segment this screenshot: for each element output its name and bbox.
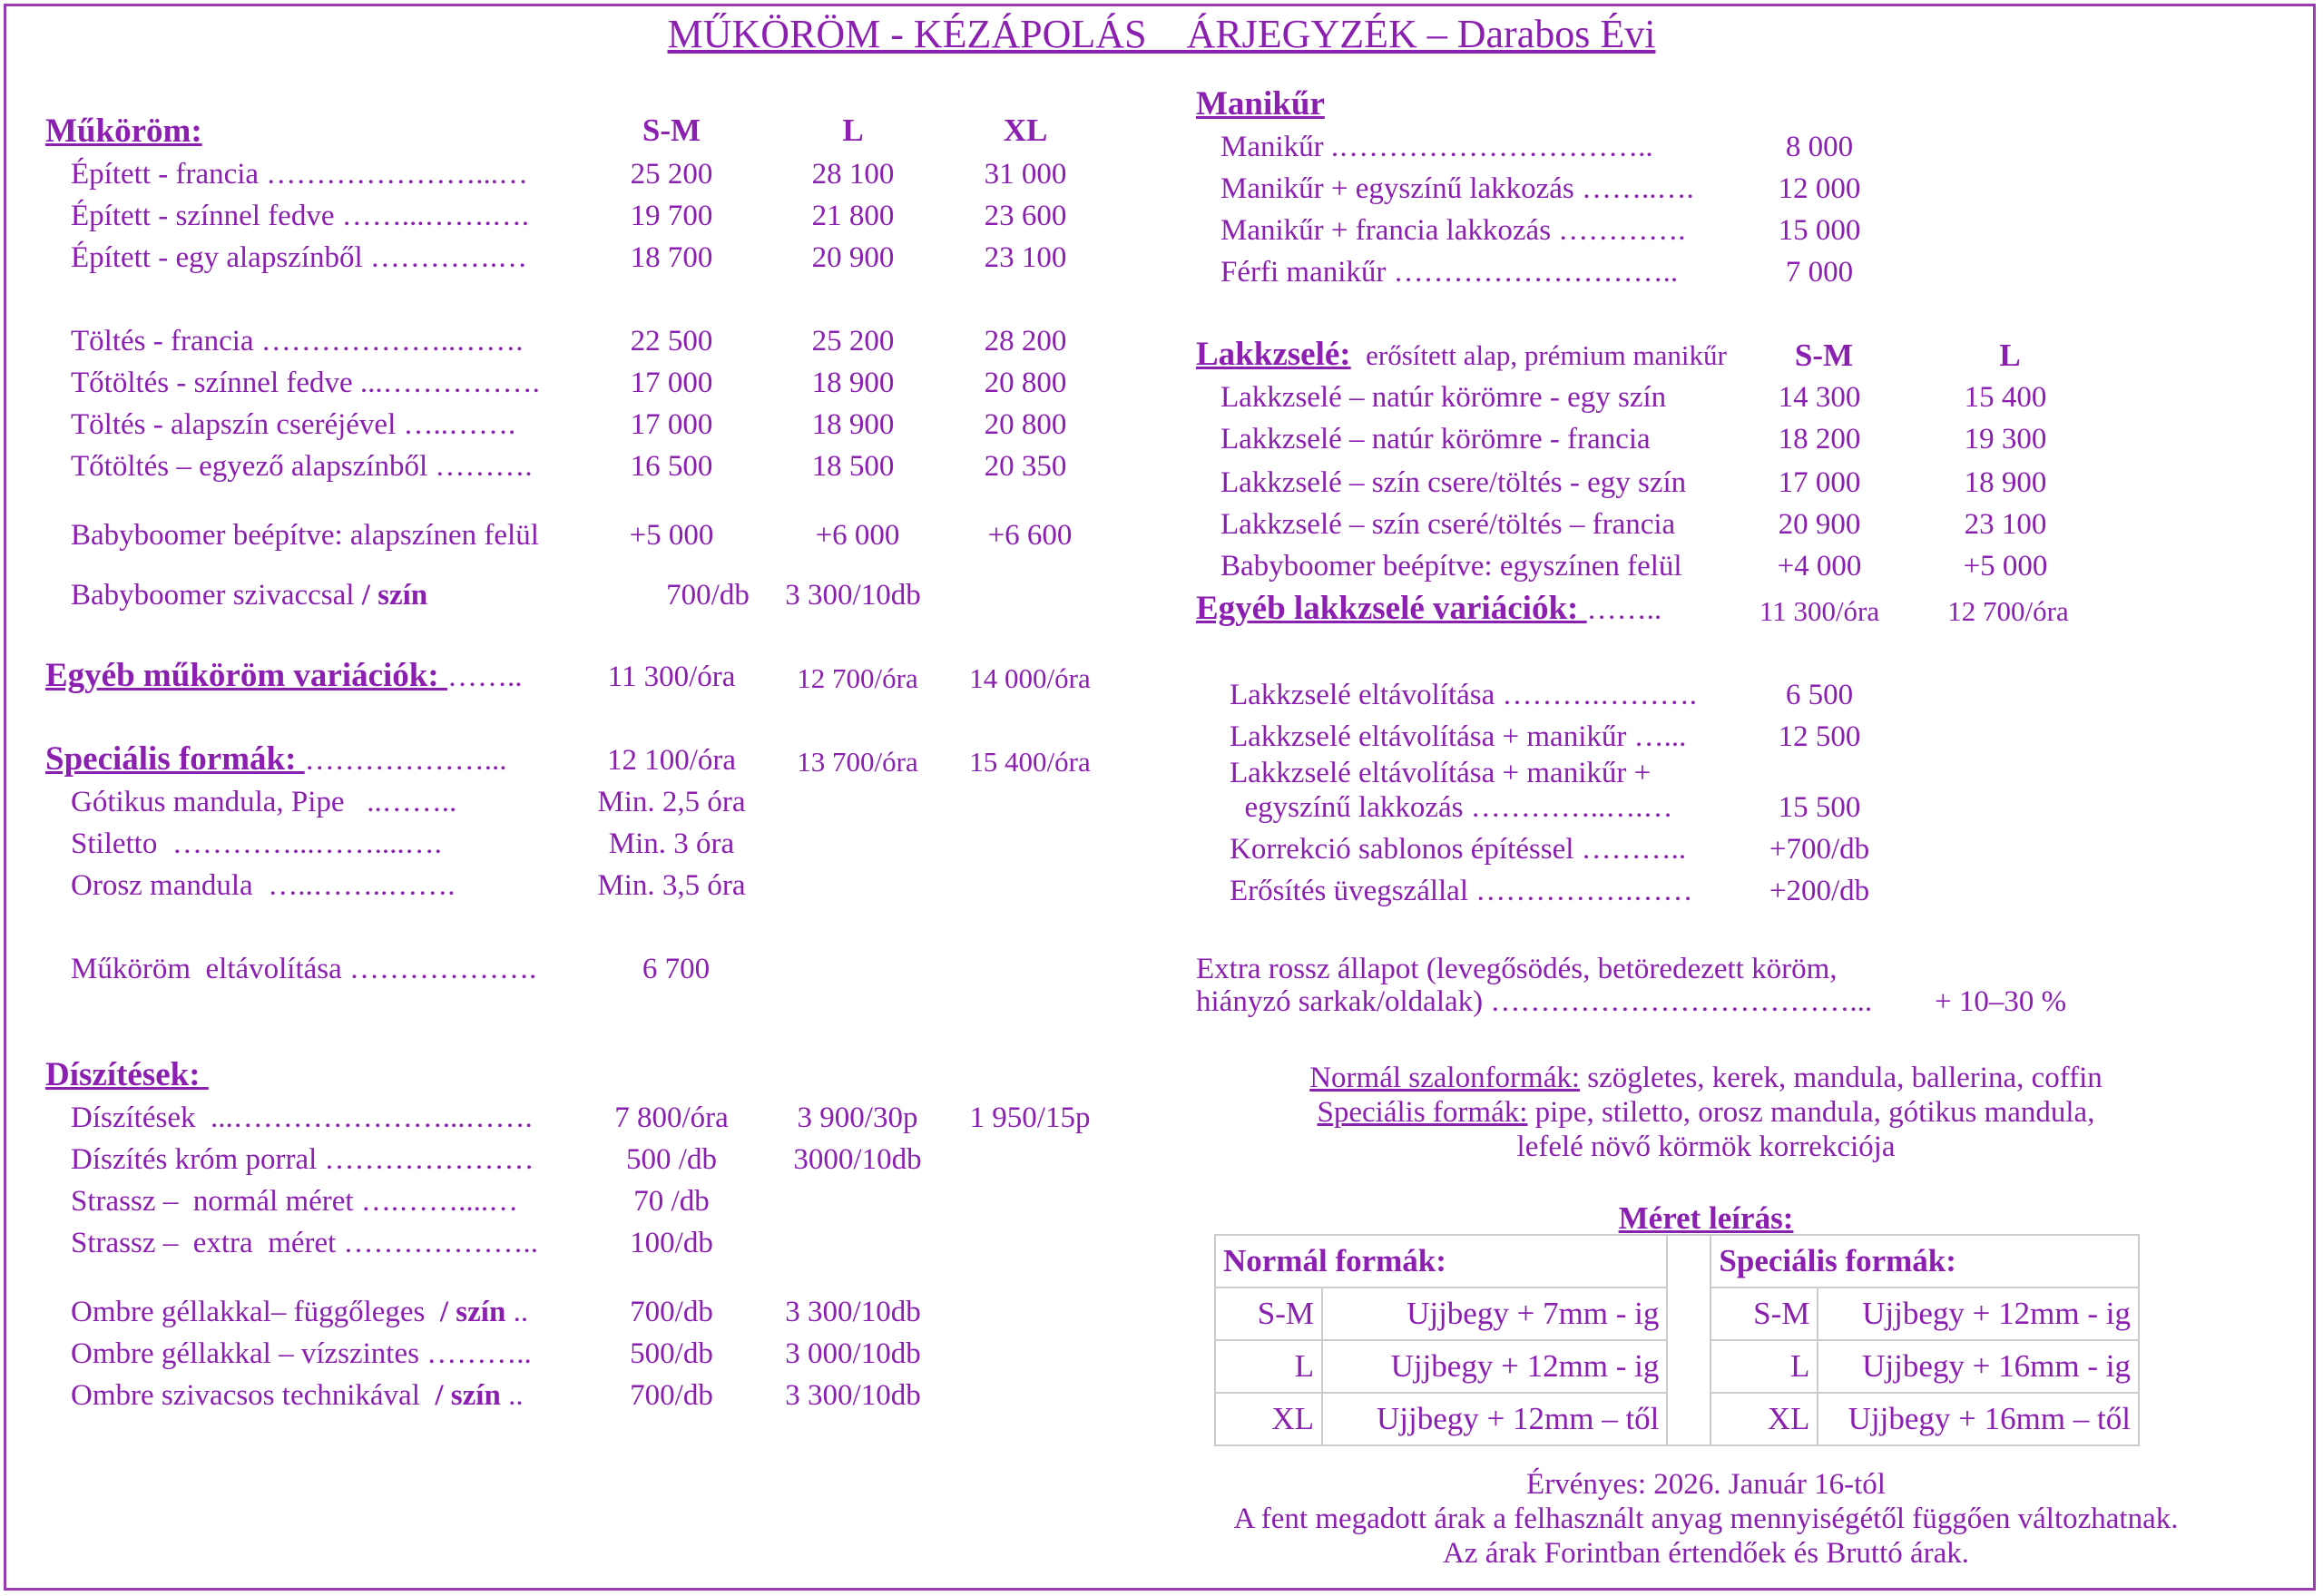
- size-table: [1214, 1234, 2140, 1446]
- price-sm: 17 000: [630, 367, 713, 399]
- lakk-col-sm: S-M: [1794, 338, 1854, 373]
- price-row-label: Épített - francia …………………...…: [71, 158, 529, 191]
- lakk-label: Lakkzselé – szín csere/töltés - egy szín: [1220, 466, 1687, 499]
- elt-price: 12 500: [1778, 720, 1861, 753]
- mukorom-heading: Műköröm:: [45, 113, 202, 150]
- ombre-text: Ombre szivacsos technikával: [71, 1379, 436, 1412]
- egyeb-mukorom-heading: Egyéb műköröm variációk:: [45, 657, 447, 694]
- price-xl: 31 000: [984, 158, 1067, 191]
- price-row-label: Tőtöltés - színnel fedve ...…………….: [71, 367, 540, 399]
- ombre-label: [71, 1339, 532, 1369]
- price-sm: 700/db: [666, 579, 750, 612]
- spec-form-time: Min. 2,5 óra: [597, 786, 746, 818]
- extra-line-2: hiányzó sarkak/oldalak) ………………………………...: [1196, 985, 1873, 1018]
- page-title: MŰKÖRÖM - KÉZÁPOLÁS ÁRJEGYZÉK – Darabos Évi: [667, 12, 1656, 56]
- size-cell: L: [1215, 1340, 1322, 1393]
- price-l: 12 700/óra: [797, 662, 918, 694]
- spec-form-time: Min. 3,5 óra: [597, 869, 746, 902]
- price-row-label: Töltés - francia ………………..…….: [71, 325, 524, 357]
- lakk-price-l: 19 300: [1964, 423, 2047, 455]
- dots: ..: [505, 1296, 529, 1328]
- spec-form-time: Min. 3 óra: [608, 827, 735, 860]
- price-xl: +6 600: [987, 519, 1073, 552]
- lakkzsele-heading: Lakkzselé:: [1196, 336, 1351, 373]
- extra-price: + 10–30 %: [1935, 985, 2067, 1018]
- manikur-label: Manikűr + egyszínű lakkozás ……..….: [1220, 172, 1694, 205]
- egyeb-lakk-row: [1196, 592, 1661, 625]
- meret-heading: Méret leírás:: [1618, 1200, 1794, 1236]
- price-l: 18 900: [811, 408, 895, 441]
- ombre-label: [71, 1381, 524, 1411]
- price-xl: 28 200: [984, 325, 1067, 357]
- dots: ..: [500, 1379, 524, 1412]
- ombre-label: [71, 1297, 528, 1327]
- lakk-label: Babyboomer beépítve: egyszínen felül: [1220, 550, 1682, 583]
- size-desc-cell: Ujjbegy + 7mm - ig: [1322, 1288, 1667, 1340]
- lakk-price-sm: 18 200: [1778, 423, 1861, 455]
- special-forms-line: [1207, 1098, 2205, 1128]
- elt-price: +700/db: [1769, 833, 1870, 866]
- price-xl: 15 400/óra: [969, 746, 1091, 778]
- szin-note: / szín: [439, 1296, 506, 1328]
- lakk-label: Lakkzselé – natúr körömre - egy szín: [1220, 381, 1667, 414]
- price-row-label: Tőtöltés – egyező alapszínből ……….: [71, 450, 533, 483]
- normal-forms-text: szögletes, kerek, mandula, ballerina, coffin: [1580, 1062, 2102, 1094]
- specialis-heading: Speciális formák:: [45, 740, 305, 778]
- diszitesek-heading: Díszítések:: [45, 1056, 209, 1093]
- col-xl-header: XL: [1003, 113, 1048, 148]
- lakk-price-l: 15 400: [1964, 381, 2047, 414]
- size-cell: S-M: [1710, 1288, 1818, 1340]
- price-sm: 16 500: [630, 450, 713, 483]
- spec-form-label: Stiletto …………...……....….: [71, 827, 442, 860]
- szin-note: / szín: [435, 1379, 501, 1412]
- price-sm: +5 000: [629, 519, 714, 552]
- extra-line-1: Extra rossz állapot (levegősödés, betöredezett köröm,: [1196, 953, 1838, 985]
- size-cell: XL: [1710, 1393, 1818, 1445]
- elt-price: 15 500: [1778, 791, 1861, 824]
- lakk-price-l: +5 000: [1963, 550, 2048, 583]
- special-forms-header: Speciális formák:: [1710, 1235, 2139, 1288]
- ombre-text: Ombre géllakkal – vízszintes ………..: [71, 1337, 532, 1370]
- price-row-label: Épített - színnel fedve ……...…….….: [71, 200, 529, 232]
- price-sm: 18 700: [630, 241, 713, 274]
- disz-label: Díszítés króm porral …………………: [71, 1143, 534, 1176]
- disz-price-c: 1 950/15p: [969, 1102, 1091, 1134]
- eltavolitas-label: Műköröm eltávolítása ……………….: [71, 953, 537, 985]
- price-l: +6 000: [815, 519, 900, 552]
- special-forms-line-2: lefelé növő körmök korrekciója: [1516, 1131, 1896, 1163]
- validity-note: Érvényes: 2026. Január 16-tól: [1526, 1468, 1886, 1501]
- lakk-price-l: 23 100: [1964, 508, 2047, 541]
- disz-price-a: 100/db: [630, 1227, 713, 1259]
- manikur-price: 7 000: [1785, 256, 1854, 289]
- manikur-price: 15 000: [1778, 214, 1861, 247]
- disz-label: Díszítések ...…………………...…….: [71, 1102, 533, 1134]
- size-desc-cell: Ujjbegy + 12mm - ig: [1322, 1340, 1667, 1393]
- babyboomer-sponge-label: [71, 581, 427, 611]
- dots: ………………...: [304, 744, 507, 777]
- disz-price-b: 3 900/30p: [797, 1102, 918, 1134]
- egyeb-lakk-heading: Egyéb lakkzselé variációk:: [1196, 590, 1587, 627]
- lakk-price-sm: +4 000: [1777, 550, 1862, 583]
- price-sm: 11 300/óra: [607, 661, 736, 693]
- elt-label: Korrekció sablonos építéssel ………..: [1230, 833, 1687, 866]
- price-l: 28 100: [811, 158, 895, 191]
- manikur-label: Manikűr + francia lakkozás ………….: [1220, 214, 1686, 247]
- lakk-price-sm: 20 900: [1778, 508, 1861, 541]
- price-l: 20 900: [811, 241, 895, 274]
- dots: ……..: [1586, 593, 1662, 626]
- price-xl: 20 350: [984, 450, 1067, 483]
- disz-price-a: 70 /db: [633, 1185, 710, 1218]
- ombre-price-a: 700/db: [630, 1296, 713, 1328]
- babyboomer-label: Babyboomer beépítve: alapszínen felül: [71, 519, 539, 552]
- elt-label: Lakkzselé eltávolítása + manikűr +: [1230, 757, 1652, 789]
- lakk-price-l: 18 900: [1964, 466, 2047, 499]
- price-xl: 20 800: [984, 367, 1067, 399]
- elt-label: Lakkzselé eltávolítása ……….……….: [1230, 679, 1698, 711]
- spec-form-label: Orosz mandula …..……..…….: [71, 869, 456, 902]
- elt-price: 6 500: [1785, 679, 1854, 711]
- manikur-label: Férfi manikűr ………………………..: [1220, 256, 1679, 289]
- lakkzsele-heading-row: [1196, 338, 1727, 371]
- disz-label: Strassz – normál méret ….……....…: [71, 1185, 519, 1218]
- table-gap: [1667, 1235, 1710, 1288]
- manikur-heading: Manikűr: [1196, 85, 1325, 122]
- ombre-price-a: 700/db: [630, 1379, 713, 1412]
- normal-forms-line: [1207, 1063, 2205, 1093]
- elt-label: egyszínű lakkozás …………..….…: [1230, 791, 1673, 824]
- babyboomer-sponge-text: Babyboomer szivaccsal: [71, 579, 362, 612]
- col-sm-header: S-M: [642, 113, 701, 148]
- specialis-row: [45, 742, 506, 776]
- price-l: 13 700/óra: [797, 746, 918, 778]
- manikur-price: 8 000: [1785, 131, 1854, 163]
- table-gap: [1667, 1288, 1710, 1340]
- ombre-text: Ombre géllakkal– függőleges: [71, 1296, 440, 1328]
- price-xl: 20 800: [984, 408, 1067, 441]
- disz-price-a: 7 800/óra: [614, 1102, 729, 1134]
- price-l: 18 500: [811, 450, 895, 483]
- price-sm: 19 700: [630, 200, 713, 232]
- price-sm: 17 000: [630, 408, 713, 441]
- price-sm: 22 500: [630, 325, 713, 357]
- special-forms-label: Speciális formák:: [1317, 1096, 1528, 1129]
- price-xl: 14 000/óra: [969, 662, 1091, 694]
- size-desc-cell: Ujjbegy + 12mm - ig: [1818, 1288, 2139, 1340]
- dots: ……..: [446, 661, 523, 693]
- ombre-price-a: 500/db: [630, 1337, 713, 1370]
- price-sm: 12 100/óra: [606, 744, 737, 777]
- szin-note: / szín: [361, 579, 428, 612]
- table-gap: [1667, 1340, 1710, 1393]
- elt-label: Lakkzselé eltávolítása + manikűr …...: [1230, 720, 1687, 753]
- price-l: 25 200: [811, 325, 895, 357]
- spec-form-label: Gótikus mandula, Pipe ..……..: [71, 786, 457, 818]
- disz-price-a: 500 /db: [626, 1143, 717, 1176]
- lakk-price-sm: 14 300: [1778, 381, 1861, 414]
- price-disclaimer: A fent megadott árak a felhasznált anyag mennyiségétől függően változhatnak.: [1233, 1503, 2179, 1535]
- lakk-col-l: L: [1999, 338, 2021, 373]
- price-l: 21 800: [811, 200, 895, 232]
- col-l-header: L: [842, 113, 864, 148]
- disz-price-b: 3000/10db: [793, 1143, 922, 1176]
- lakk-label: Lakkzselé – natúr körömre - francia: [1220, 423, 1651, 455]
- ombre-price-b: 3 000/10db: [785, 1337, 921, 1370]
- lakk-label: Lakkzselé – szín cseré/töltés – francia: [1220, 508, 1676, 541]
- size-cell: XL: [1215, 1393, 1322, 1445]
- elt-price: +200/db: [1769, 875, 1870, 907]
- lakk-price-sm: 11 300/óra: [1759, 595, 1880, 627]
- price-row-label: Épített - egy alapszínből ………….…: [71, 241, 528, 274]
- price-l: 3 300/10db: [785, 579, 921, 612]
- egyeb-mukorom-row: [45, 659, 522, 692]
- manikur-label: Manikűr .…………………………..: [1220, 131, 1653, 163]
- size-desc-cell: Ujjbegy + 12mm – től: [1322, 1393, 1667, 1445]
- size-desc-cell: Ujjbegy + 16mm – től: [1818, 1393, 2139, 1445]
- ombre-price-b: 3 300/10db: [785, 1296, 921, 1328]
- disz-label: Strassz – extra méret ………………..: [71, 1227, 539, 1259]
- currency-note: Az árak Forintban értendőek és Bruttó árak.: [1442, 1537, 1970, 1570]
- special-forms-text: pipe, stiletto, orosz mandula, gótikus mandula,: [1527, 1096, 2095, 1129]
- eltavolitas-price: 6 700: [642, 953, 711, 985]
- price-xl: 23 100: [984, 241, 1067, 274]
- price-sm: 25 200: [630, 158, 713, 191]
- size-desc-cell: Ujjbegy + 16mm - ig: [1818, 1340, 2139, 1393]
- manikur-price: 12 000: [1778, 172, 1861, 205]
- price-row-label: Töltés - alapszín cseréjével …..…….: [71, 408, 516, 441]
- normal-forms-label: Normál szalonformák:: [1309, 1062, 1581, 1094]
- price-xl: 23 600: [984, 200, 1067, 232]
- lakk-price-sm: 17 000: [1778, 466, 1861, 499]
- elt-label: Erősítés üvegszállal …………….……: [1230, 875, 1693, 907]
- size-cell: L: [1710, 1340, 1818, 1393]
- table-gap: [1667, 1393, 1710, 1445]
- lakkzsele-subtitle: erősített alap, prémium manikűr: [1366, 339, 1727, 371]
- ombre-price-b: 3 300/10db: [785, 1379, 921, 1412]
- normal-forms-header: Normál formák:: [1215, 1235, 1667, 1288]
- lakk-price-l: 12 700/óra: [1947, 595, 2069, 627]
- size-cell: S-M: [1215, 1288, 1322, 1340]
- price-l: 18 900: [811, 367, 895, 399]
